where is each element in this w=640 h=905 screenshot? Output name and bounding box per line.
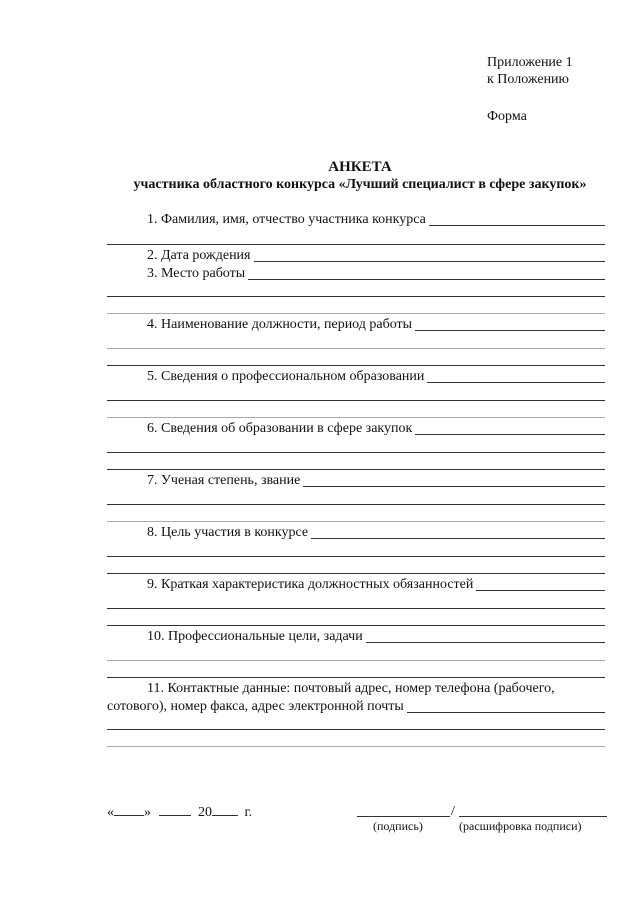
decoding-caption: (расшифровка подписи) bbox=[459, 819, 582, 833]
blank-line[interactable] bbox=[107, 296, 605, 297]
appendix-line-2: к Положению bbox=[487, 72, 570, 87]
field-contact-data[interactable] bbox=[107, 680, 605, 716]
form-label: Форма bbox=[487, 109, 527, 124]
year-prefix: 20 bbox=[198, 805, 212, 820]
month-blank[interactable] bbox=[159, 803, 191, 816]
document-title: АНКЕТА bbox=[328, 159, 392, 175]
signature-line[interactable] bbox=[357, 816, 450, 817]
blank-line[interactable] bbox=[107, 417, 605, 418]
field-label: сотового), номер факса, адрес электронной почты bbox=[107, 699, 404, 714]
field-label: 10. Профессиональные цели, задачи bbox=[147, 629, 363, 644]
document-subtitle: участника областного конкурса «Лучший специалист в сфере закупок» bbox=[133, 177, 587, 192]
year-suffix: г. bbox=[244, 805, 253, 820]
blank-line[interactable] bbox=[107, 660, 605, 661]
blank-line[interactable] bbox=[107, 452, 605, 453]
field-workplace[interactable] bbox=[107, 265, 605, 282]
fill-line[interactable] bbox=[407, 712, 605, 713]
fill-line[interactable] bbox=[303, 485, 605, 487]
blank-line[interactable] bbox=[107, 573, 605, 574]
blank-line[interactable] bbox=[107, 365, 605, 366]
blank-line[interactable] bbox=[107, 729, 605, 730]
year-blank[interactable] bbox=[212, 803, 238, 816]
field-label: 3. Место работы bbox=[147, 266, 246, 281]
fill-line[interactable] bbox=[415, 433, 605, 435]
field-label: 4. Наименование должности, период работы bbox=[147, 317, 413, 332]
field-job-duties[interactable] bbox=[107, 576, 605, 593]
field-professional-goals[interactable] bbox=[107, 628, 605, 645]
blank-line[interactable] bbox=[107, 521, 605, 522]
blank-line[interactable] bbox=[107, 625, 605, 626]
fill-line[interactable] bbox=[427, 381, 605, 383]
blank-line[interactable] bbox=[107, 608, 605, 609]
fill-line[interactable] bbox=[254, 260, 606, 262]
open-quote: « bbox=[107, 805, 114, 820]
fill-line[interactable] bbox=[248, 278, 605, 280]
signature-caption: (подпись) bbox=[373, 819, 423, 833]
field-label: 7. Ученая степень, звание bbox=[147, 473, 301, 488]
field-position[interactable] bbox=[107, 316, 605, 333]
blank-line[interactable] bbox=[107, 556, 605, 557]
blank-line[interactable] bbox=[107, 746, 605, 747]
field-label: 1. Фамилия, имя, отчество участника конкурса bbox=[147, 212, 426, 227]
field-label: 5. Сведения о профессиональном образовании bbox=[147, 369, 425, 384]
date-field[interactable] bbox=[107, 803, 252, 821]
field-full-name[interactable] bbox=[107, 211, 605, 228]
field-label: 6. Сведения об образовании в сфере закупок bbox=[147, 421, 413, 436]
fill-line[interactable] bbox=[429, 224, 605, 226]
field-label: 9. Краткая характеристика должностных обязанностей bbox=[147, 577, 474, 592]
field-procurement-education[interactable] bbox=[107, 420, 605, 437]
blank-line[interactable] bbox=[107, 313, 605, 314]
decoding-line[interactable] bbox=[459, 816, 607, 817]
blank-line[interactable] bbox=[107, 469, 605, 470]
fill-line[interactable] bbox=[415, 329, 605, 331]
field-label: 11. Контактные данные: почтовый адрес, номер телефона (рабочего, bbox=[147, 681, 555, 696]
field-participation-goal[interactable] bbox=[107, 524, 605, 541]
blank-line[interactable] bbox=[107, 677, 605, 678]
field-birth-date[interactable] bbox=[107, 247, 605, 264]
field-label: 8. Цель участия в конкурсе bbox=[147, 525, 309, 540]
fill-line[interactable] bbox=[311, 537, 605, 539]
field-academic-degree[interactable] bbox=[107, 472, 605, 489]
blank-line[interactable] bbox=[107, 244, 605, 245]
appendix-line-1: Приложение 1 bbox=[487, 55, 573, 70]
field-label: 2. Дата рождения bbox=[147, 248, 251, 263]
blank-line[interactable] bbox=[107, 348, 605, 349]
blank-line[interactable] bbox=[107, 504, 605, 505]
fill-line[interactable] bbox=[366, 641, 605, 643]
field-professional-education[interactable] bbox=[107, 368, 605, 385]
close-quote: » bbox=[144, 805, 151, 820]
appendix-note bbox=[487, 54, 573, 88]
title-block bbox=[0, 158, 640, 194]
slash-separator: / bbox=[451, 804, 455, 819]
blank-line[interactable] bbox=[107, 400, 605, 401]
day-blank[interactable] bbox=[114, 803, 144, 816]
fill-line[interactable] bbox=[476, 589, 605, 591]
